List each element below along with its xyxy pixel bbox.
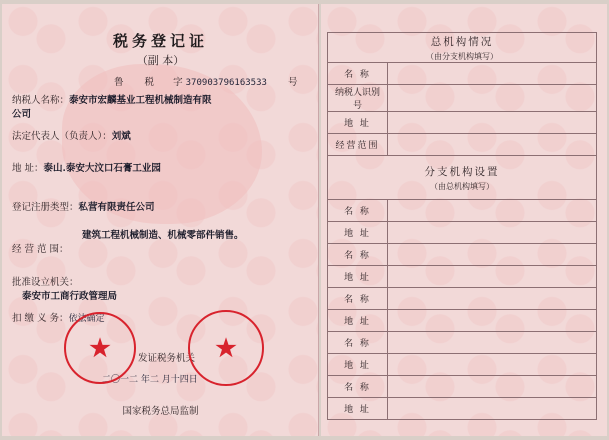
branch-subtitle: （由总机构填写） bbox=[430, 181, 494, 191]
branch-2-name-label: 名 称 bbox=[328, 244, 388, 266]
branch-2-address-label: 地 址 bbox=[328, 266, 388, 288]
national-tax-bureau-seal bbox=[188, 310, 264, 386]
legal-rep-value: 刘斌 bbox=[111, 131, 131, 142]
local-tax-bureau-seal bbox=[64, 312, 136, 384]
head-office-name-label: 名 称 bbox=[328, 63, 388, 85]
address-label: 地 址： bbox=[12, 163, 44, 174]
branch-1-address-label: 地 址 bbox=[328, 222, 388, 244]
head-office-header bbox=[328, 33, 597, 63]
branch-2-address-value bbox=[388, 266, 597, 288]
head-office-address-value bbox=[388, 112, 597, 134]
issuing-authority-line bbox=[138, 350, 195, 364]
address-value: 泰山.泰安大汶口石膏工业园 bbox=[43, 163, 161, 174]
certificate-subtitle: （副 本） bbox=[136, 54, 185, 67]
head-office-subtitle: （由分支机构填写） bbox=[426, 51, 498, 61]
head-office-scope-label: 经营范围 bbox=[328, 134, 388, 156]
branch-title: 分支机构设置 bbox=[424, 165, 500, 178]
seal-star-icon: ★ bbox=[89, 333, 111, 362]
registration-number-line bbox=[114, 74, 297, 88]
branch-1-address-value bbox=[388, 222, 597, 244]
head-office-name-value bbox=[388, 63, 597, 85]
branch-3-name-value bbox=[388, 288, 597, 310]
supervisor-footer: 国家税务总局监制 bbox=[122, 406, 199, 417]
branch-4-address-value bbox=[388, 354, 597, 376]
business-scope-value-line bbox=[82, 227, 244, 241]
head-office-title: 总机构情况 bbox=[430, 35, 494, 48]
legal-rep-label: 法定代表人（负责人）： bbox=[12, 131, 112, 142]
issuing-authority-label: 发证税务机关 bbox=[138, 353, 196, 364]
reg-type-value: 私营有限责任公司 bbox=[78, 202, 155, 213]
branch-2-name-value bbox=[388, 244, 597, 266]
reg-prefix: 鲁 bbox=[114, 77, 124, 88]
taxpayer-value: 泰安市宏麟基业工程机械制造有限 bbox=[69, 95, 212, 106]
seal-star-icon: ★ bbox=[215, 333, 237, 362]
reg-suffix: 号 bbox=[287, 77, 298, 88]
approval-authority-value-line bbox=[22, 288, 117, 302]
taxpayer-name-line bbox=[12, 92, 212, 106]
withholding-value: 依法确定 bbox=[68, 314, 105, 324]
organization-table bbox=[327, 32, 597, 420]
branch-header bbox=[328, 156, 597, 200]
head-office-address-label: 地 址 bbox=[328, 112, 388, 134]
approval-authority-label-line bbox=[12, 274, 79, 288]
left-page bbox=[2, 4, 319, 436]
approval-label: 批准设立机关： bbox=[12, 277, 79, 288]
reg-char: 字 bbox=[173, 77, 183, 88]
branch-3-address-value bbox=[388, 310, 597, 332]
branch-3-name-label: 名 称 bbox=[328, 288, 388, 310]
branch-1-name-label: 名 称 bbox=[328, 200, 388, 222]
head-office-taxid-value bbox=[388, 85, 597, 112]
legal-representative-line bbox=[12, 128, 131, 142]
branch-1-name-value bbox=[388, 200, 597, 222]
branch-3-address-label: 地 址 bbox=[328, 310, 388, 332]
branch-5-address-label: 地 址 bbox=[328, 398, 388, 420]
branch-5-name-label: 名 称 bbox=[328, 376, 388, 398]
certificate-title: 税务登记证 bbox=[112, 32, 208, 50]
branch-5-name-value bbox=[388, 376, 597, 398]
reg-mid: 税 bbox=[144, 77, 155, 88]
branch-4-address-label: 地 址 bbox=[328, 354, 388, 376]
withholding-label: 扣 缴 义 务： bbox=[12, 313, 69, 324]
head-office-scope-value bbox=[388, 134, 597, 156]
branch-5-address-value bbox=[388, 398, 597, 420]
business-scope-label-line bbox=[12, 241, 69, 255]
business-scope-value: 建筑工程机械制造、机械零部件销售。 bbox=[82, 230, 244, 241]
branch-4-name-value bbox=[388, 332, 597, 354]
taxpayer-label: 纳税人名称： bbox=[12, 95, 70, 106]
branch-4-name-label: 名 称 bbox=[328, 332, 388, 354]
reg-type-label: 登记注册类型： bbox=[12, 202, 79, 213]
registration-type-line bbox=[12, 199, 155, 213]
right-page bbox=[321, 4, 607, 436]
business-scope-label: 经 营 范 围： bbox=[12, 244, 69, 255]
taxpayer-value-continued: 公司 bbox=[12, 109, 32, 120]
head-office-taxid-label: 纳税人识别号 bbox=[328, 85, 388, 112]
approval-value: 泰安市工商行政管理局 bbox=[22, 291, 118, 302]
registration-number: 370903796163533 bbox=[185, 78, 267, 88]
taxpayer-name-line-2 bbox=[12, 106, 31, 120]
address-line bbox=[12, 160, 161, 174]
issue-date: 二〇一二 年二 月十四日 bbox=[102, 375, 198, 385]
